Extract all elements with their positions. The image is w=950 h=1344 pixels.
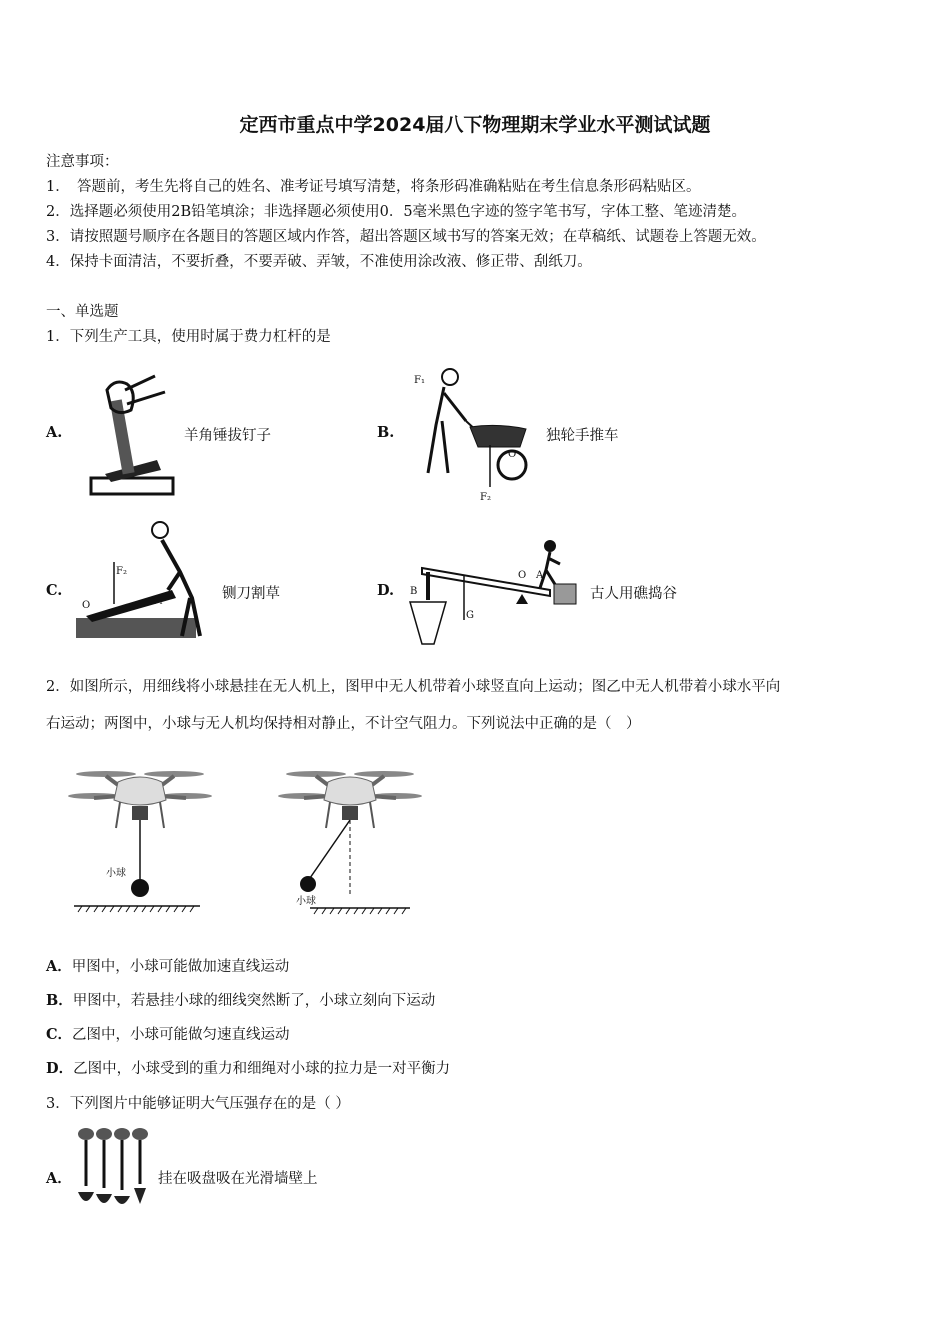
guillotine-figure	[72, 518, 217, 646]
q1-stem: 1．下列生产工具，使用时属于费力杠杆的是	[46, 329, 331, 345]
q1-option-a-letter: A.	[46, 424, 63, 441]
q3-option-a-letter: A．	[46, 1170, 72, 1187]
ball-label-yi: 小球	[296, 896, 316, 907]
q2-option-d: D．乙图中，小球受到的重力和细绳对小球的拉力是一对平衡力	[46, 1060, 451, 1077]
q3-stem: 3．下列图片中能够证明大气压强存在的是（ ）	[46, 1096, 350, 1112]
notice-heading: 注意事项：	[46, 154, 119, 170]
notice-item-4: 4．保持卡面清洁，不要折叠，不要弄破、弄皱，不准使用涂改液、修正带、刮纸刀。	[46, 254, 592, 270]
ball-label-jia: 小球	[106, 868, 126, 879]
drone-figure-yi	[280, 762, 420, 922]
label-g: G	[466, 610, 474, 621]
q1-option-b-text: 独轮手推车	[546, 428, 619, 444]
svg-text:O: O	[82, 600, 91, 611]
q2-stem-line-1: 2．如图所示，用细线将小球悬挂在无人机上，图甲中无人机带着小球竖直向上运动；图乙中无人机带着小球水平向	[46, 679, 781, 695]
svg-text:F₁: F₁	[152, 596, 163, 607]
q1-option-d-letter: D.	[377, 582, 395, 599]
page-title: 定西市重点中学2024届八下物理期末学业水平测试试题	[239, 114, 711, 136]
q3-option-a-text: 挂在吸盘吸在光滑墙壁上	[158, 1171, 318, 1187]
label-o: O	[518, 570, 527, 581]
pestle-figure	[406, 528, 586, 650]
q2-stem-line-2: 右运动；两图中，小球与无人机均保持相对静止，不计空气阻力。下列说法中正确的是（ ）	[46, 716, 641, 732]
svg-text:F₂: F₂	[480, 492, 491, 503]
q2-option-a: A．甲图中，小球可能做加速直线运动	[46, 958, 290, 975]
q1-option-c-letter: C.	[46, 582, 63, 599]
label-f1: F₁	[414, 375, 425, 386]
notice-item-2: 2．选择题必须使用2B铅笔填涂；非选择题必须使用0．5毫米黑色字迹的签字笔书写，字体工整、笔迹清楚。	[46, 204, 747, 220]
suction-cup-figure	[74, 1126, 154, 1216]
q2-option-b: B．甲图中，若悬挂小球的细线突然断了，小球立刻向下运动	[46, 992, 436, 1009]
section-heading: 一、单选题	[46, 304, 119, 320]
hammer-figure	[85, 370, 185, 500]
wheelbarrow-figure	[408, 365, 543, 505]
notice-item-3: 3．请按照题号顺序在各题目的答题区域内作答，超出答题区域书写的答案无效；在草稿纸、试题卷上答题无效。	[46, 229, 766, 245]
notice-item-1: 1． 答题前，考生先将自己的姓名、准考证号填写清楚，将条形码准确粘贴在考生信息条形码粘贴区。	[46, 179, 701, 195]
label-f2: F₂	[116, 566, 127, 577]
svg-text:O: O	[508, 449, 517, 460]
label-b: B	[410, 586, 418, 597]
q1-option-b-letter: B.	[377, 424, 395, 441]
label-a: A	[536, 570, 544, 581]
q2-option-c: C．乙图中，小球可能做匀速直线运动	[46, 1026, 290, 1043]
drone-figure-jia	[70, 762, 210, 922]
q1-option-c-text: 铡刀割草	[222, 586, 280, 602]
q1-option-d-text: 古人用礁捣谷	[590, 586, 677, 602]
q1-option-a-text: 羊角锤拔钉子	[184, 428, 271, 444]
